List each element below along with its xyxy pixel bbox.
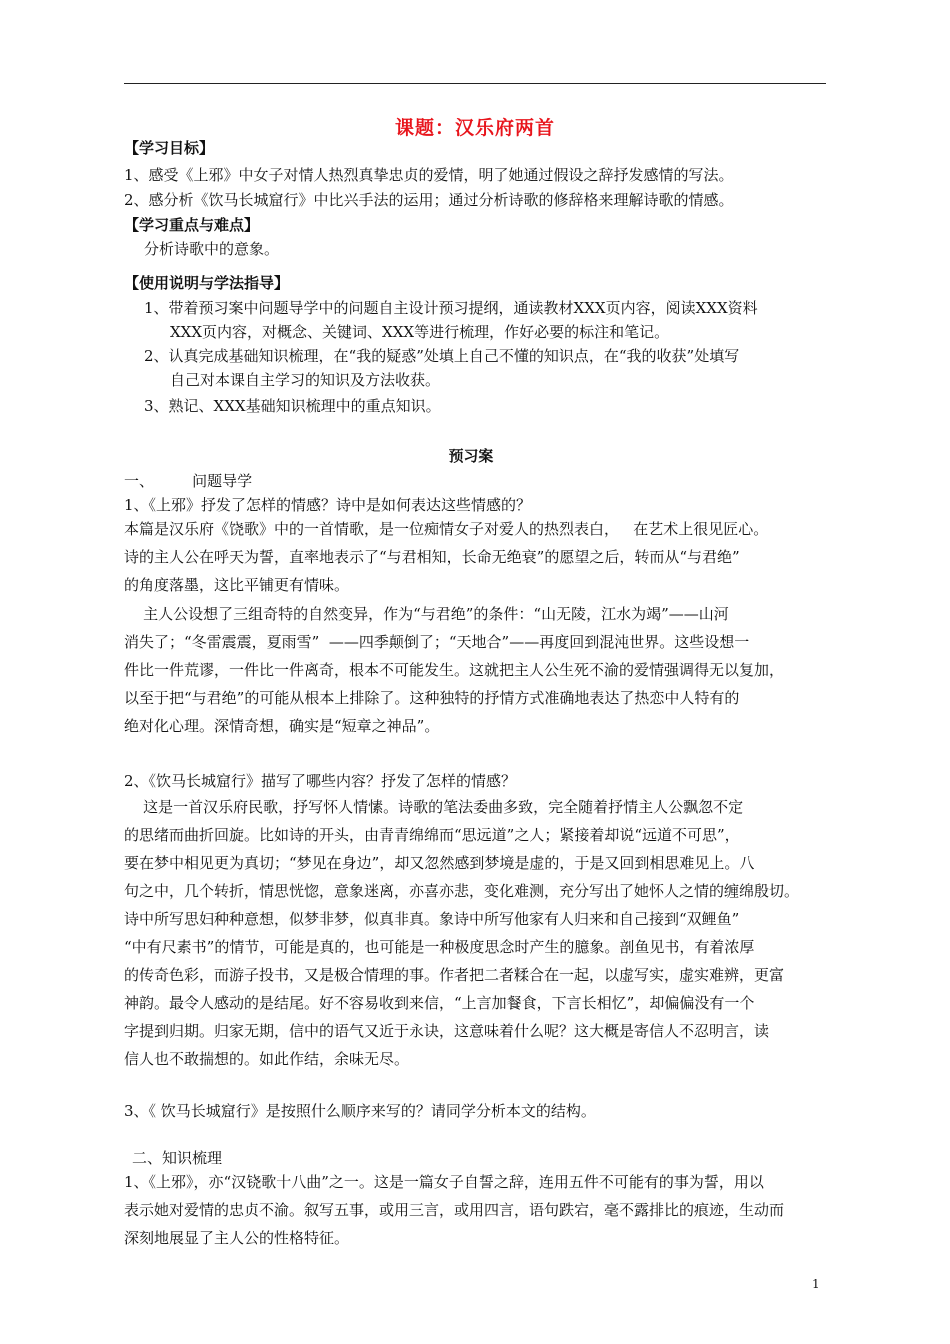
focus-text: 分析诗歌中的意象。 (144, 240, 280, 258)
guide-line: 1、带着预习案中问题导学中的问题自主设计预习提纲，通读教材XXX页内容，阅读XXX资料 (144, 299, 758, 317)
page-number: 1 (812, 1277, 820, 1291)
answer-2-line: 要在梦中相见更为真切；“梦见在身边”，却又忽然感到梦境是虚的，于是又回到相思难见上。八 (124, 854, 755, 872)
guide-line: XXX页内容，对概念、关键词、XXX等进行梳理，作好必要的标注和笔记。 (170, 323, 670, 341)
guide-line: 2、认真完成基础知识梳理，在“我的疑惑”处填上自己不懂的知识点，在“我的收获”处填写 (144, 347, 740, 365)
answer-1-line: 主人公设想了三组奇特的自然变异，作为“与君绝”的条件：“山无陵，江水为竭”——山河 (124, 605, 729, 623)
answer-2-line: 这是一首汉乐府民歌，抒写怀人情愫。诗歌的笔法委曲多致，完全随着抒情主人公飘忽不定 (124, 798, 744, 816)
objectives-heading: 【学习目标】 (124, 139, 215, 157)
page-title: 课题：汉乐府两首 (394, 117, 555, 139)
answer-1-line: 本篇是汉乐府《饶歌》中的一首情歌，是一位痴情女子对爱人的热烈表白， 在艺术上很见匠心。 (124, 520, 769, 538)
preview-heading: 预习案 (448, 447, 494, 465)
answer-1-line: 诗的主人公在呼天为誓，直率地表示了“与君相知，长命无绝衰”的愿望之后，转而从“与君绝” (124, 548, 740, 566)
section1-heading: 一、 问题导学 (124, 472, 253, 490)
objective-item: 1、感受《上邪》中女子对情人热烈真挚忠贞的爱情，明了她通过假设之辞抒发感情的写法。 (124, 166, 734, 184)
answer-2-line: “中有尺素书”的情节，可能是真的，也可能是一种极度思念时产生的臆象。剖鱼见书，有着浓厚 (124, 938, 755, 956)
answer-2-line: 诗中所写思妇种种意想，似梦非梦，似真非真。象诗中所写他家有人归来和自己接到“双鲤鱼” (124, 910, 740, 928)
answer-2-line: 神韵。最令人感动的是结尾。好不容易收到来信，“上言加餐食，下言长相忆”，却偏偏没有一个 (124, 994, 755, 1012)
answer-1-line: 以至于把“与君绝”的可能从根本上排除了。这种独特的抒情方式准确地表达了热恋中人特有的 (124, 689, 740, 707)
knowledge-line: 表示她对爱情的忠贞不渝。叙写五事，或用三言，或用四言，语句跌宕，毫不露排比的痕迹，生动而 (124, 1201, 785, 1219)
answer-1-line: 的角度落墨，这比平铺更有情味。 (124, 576, 350, 594)
answer-2-line: 的传奇色彩，而游子投书，又是极合情理的事。作者把二者糅合在一起，以虚写实，虚实难辨，更富 (124, 966, 785, 984)
guide-heading: 【使用说明与学法指导】 (124, 274, 290, 292)
answer-2-line: 句之中，几个转折，情思恍惚，意象迷离，亦喜亦悲，变化难测，充分写出了她怀人之情的缠绵殷切。 (124, 882, 800, 900)
answer-1-line: 绝对化心理。深情奇想，确实是“短章之神品”。 (124, 717, 440, 735)
header-rule (124, 83, 826, 84)
answer-2-line: 字提到归期。归家无期，信中的语气又近于永诀，这意味着什么呢？这大概是寄信人不忍明言，读 (124, 1022, 770, 1040)
question-3: 3、《 饮马长城窟行》是按照什么顺序来写的？请同学分析本文的结构。 (124, 1102, 596, 1120)
knowledge-line: 深刻地展显了主人公的性格特征。 (124, 1229, 350, 1247)
answer-1-line: 件比一件荒谬，一件比一件离奇，根本不可能发生。这就把主人公生死不渝的爱情强调得无以复加， (124, 661, 785, 679)
question-1: 1、《上邪》抒发了怎样的情感？诗中是如何表达这些情感的？ (124, 496, 532, 514)
answer-2-line: 的思绪而曲折回旋。比如诗的开头，由青青绵绵而“思远道”之人；紧接着却说“远道不可思”， (124, 826, 740, 844)
answer-2-line: 信人也不敢揣想的。如此作结，余味无尽。 (124, 1050, 410, 1068)
guide-line: 自己对本课自主学习的知识及方法收获。 (170, 371, 441, 389)
question-2: 2、《饮马长城窟行》描写了哪些内容？抒发了怎样的情感？ (124, 772, 517, 790)
guide-line: 3、熟记、XXX基础知识梳理中的重点知识。 (144, 397, 441, 415)
answer-1-line: 消失了；“冬雷震震，夏雨雪” ——四季颠倒了；“天地合”——再度回到混沌世界。这些设想一 (124, 633, 750, 651)
objective-item: 2、感分析《饮马长城窟行》中比兴手法的运用；通过分析诗歌的修辞格来理解诗歌的情感。 (124, 191, 734, 209)
knowledge-line: 1、《上邪》，亦“汉铙歌十八曲”之一。这是一篇女子自誓之辞，连用五件不可能有的事为誓，用以 (124, 1173, 764, 1191)
section2-heading: 二、知识梳理 (132, 1149, 223, 1167)
focus-heading: 【学习重点与难点】 (124, 216, 260, 234)
